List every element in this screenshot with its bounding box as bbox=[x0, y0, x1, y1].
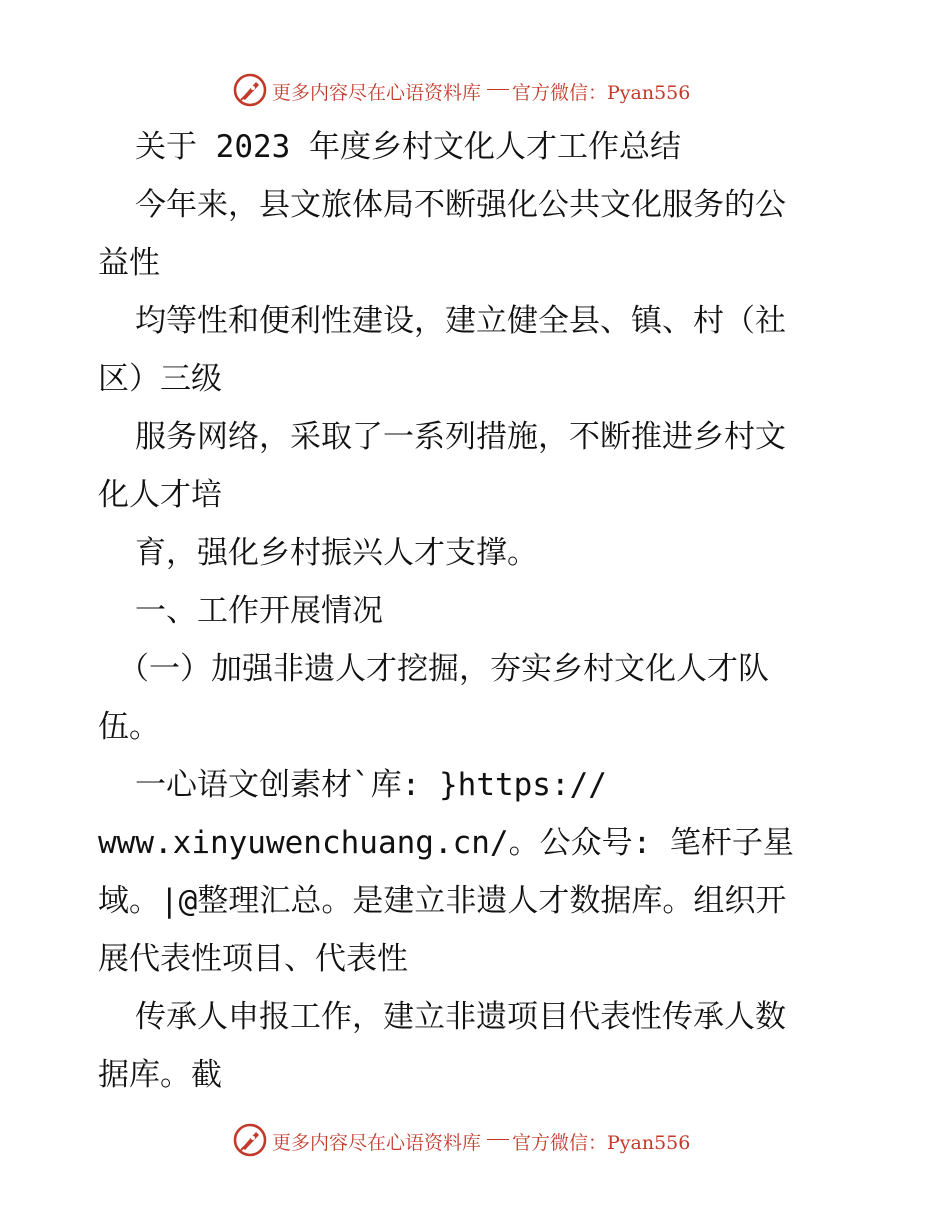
paragraph-line: 均等性和便利性建设，建立健全县、镇、村（社 bbox=[135, 303, 786, 339]
paragraph-line: 伍。 bbox=[98, 709, 160, 745]
paragraph-line: 今年来，县文旅体局不断强化公共文化服务的公 bbox=[135, 187, 786, 223]
banner-title: 更多内容尽在心语资料库 bbox=[272, 1132, 482, 1154]
section-heading: 一、工作开展情况 bbox=[135, 593, 383, 629]
paragraph-line: 服务网络，采取了一系列措施，不断推进乡村文 bbox=[135, 419, 786, 455]
paragraph-line: 据库。截 bbox=[98, 1057, 222, 1093]
pen-nib-logo-icon bbox=[232, 72, 268, 108]
header-banner bbox=[0, 70, 950, 110]
paragraph-line: 一心语文创素材`库: }https:// bbox=[135, 767, 607, 803]
paragraph-line: 育，强化乡村振兴人才支撑。 bbox=[135, 535, 538, 571]
document-title: 关于 2023 年度乡村文化人才工作总结 bbox=[135, 129, 681, 165]
paragraph-line: 域。|@整理汇总。是建立非遗人才数据库。组织开 bbox=[98, 883, 787, 919]
banner-divider bbox=[487, 1139, 509, 1140]
banner-wechat: 官方微信：Pyan556 bbox=[512, 1132, 691, 1154]
paragraph-line: 化人才培 bbox=[98, 477, 222, 513]
banner-title: 更多内容尽在心语资料库 bbox=[272, 82, 482, 104]
subsection-heading: （一）加强非遗人才挖掘，夯实乡村文化人才队 bbox=[118, 651, 769, 687]
paragraph-line: 益性 bbox=[98, 245, 160, 281]
paragraph-line: 展代表性项目、代表性 bbox=[98, 941, 408, 977]
banner-wechat: 官方微信：Pyan556 bbox=[512, 82, 691, 104]
paragraph-line: 传承人申报工作，建立非遗项目代表性传承人数 bbox=[135, 999, 786, 1035]
paragraph-line: www.xinyuwenchuang.cn/。公众号: 笔杆子星 bbox=[98, 825, 794, 861]
banner-divider bbox=[487, 89, 509, 90]
pen-nib-logo-icon bbox=[232, 1122, 268, 1158]
paragraph-line: 区）三级 bbox=[98, 361, 222, 397]
footer-banner bbox=[0, 1120, 950, 1160]
